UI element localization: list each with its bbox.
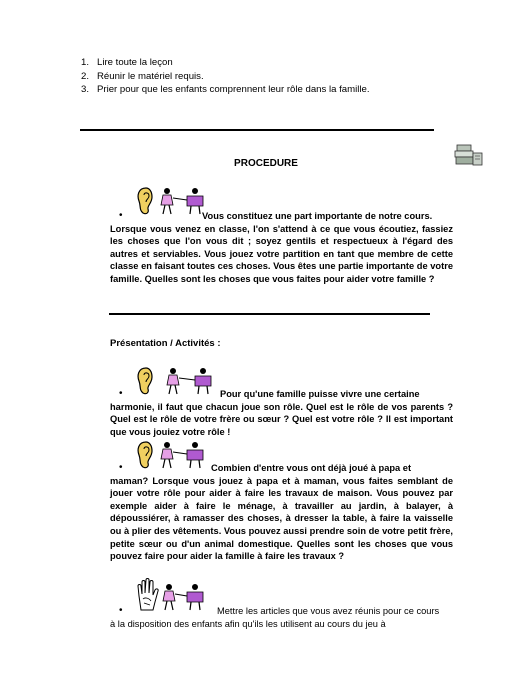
activity-paragraph [110,388,453,438]
activity-first-line: Combien d'entre vous ont déjà joué à papa et [211,463,412,473]
step-number: 3. [81,84,90,95]
activity-paragraph [110,462,453,563]
activity-body: maman? Lorsque vous jouez à papa et à maman, vous faites semblant de jouer votre rôle pour aider à faire les travaux de maison. Vous pouvez par exemple aider à faire le ménage, à travailler au jardin, à balayer, à dépoussiérer, à ramasser des choses, à dresser la table, à faire la vaisselle ou à plier des vêtements. Vous pouvez aussi prendre soin de votre petit frère, petite sœur ou d'un animal domestique. Quelles sont les choses que vous pouvez faire pour aider la famille à faire les travaux ? [110,475,453,562]
bullet-marker: • [119,210,123,221]
preparation-steps [81,56,370,97]
activity-body: à la disposition des enfants afin qu'ils les utilisent au cours du jeu à [110,618,386,629]
bullet-marker: • [119,462,123,473]
bullet-marker: • [119,388,123,399]
procedure-title: PROCEDURE [234,158,298,169]
activity-body: harmonie, il faut que chacun joue son rôle. Quel est le rôle de vos parents ? Quel est le rôle de votre frère ou sœur ? Quel est votre rôle ? Il est important que vous jouiez votre rôle ! [110,401,453,437]
step-number: 1. [81,57,90,68]
activity-first-line: Mettre les articles que vous avez réunis pour ce cours [217,606,440,616]
step-item [81,83,370,97]
activity-paragraph [110,605,453,630]
step-text: Réunir le matériel requis. [97,70,204,82]
bullet-marker: • [119,605,123,616]
step-text: Prier pour que les enfants comprennent leur rôle dans la famille. [97,84,370,95]
intro-paragraph [110,210,453,286]
divider-line [109,313,430,315]
section-heading: Présentation / Activités : [110,338,221,349]
intro-first-line: Vous constituez une part importante de notre cours. [202,211,433,221]
divider-line [80,129,434,131]
step-item [81,70,370,84]
intro-body: Lorsque vous venez en classe, l'on s'attend à ce que vous écoutiez, fassiez les choses que l'on vous dit ; soyez gentils et respectueux à l'égard des autres et serviables. Vous jouez votre partition en tant que membre de cette classe en faisant toutes ces choses. Vous êtes une partie importante de votre famille. Quelles sont les choses que vous faites pour aider votre famille ? [110,223,453,284]
step-text: Lire toute la leçon [97,57,173,68]
activity-first-line: Pour qu'une famille puisse vivre une certaine [220,389,420,399]
step-item [81,56,370,70]
step-number: 2. [81,70,90,82]
